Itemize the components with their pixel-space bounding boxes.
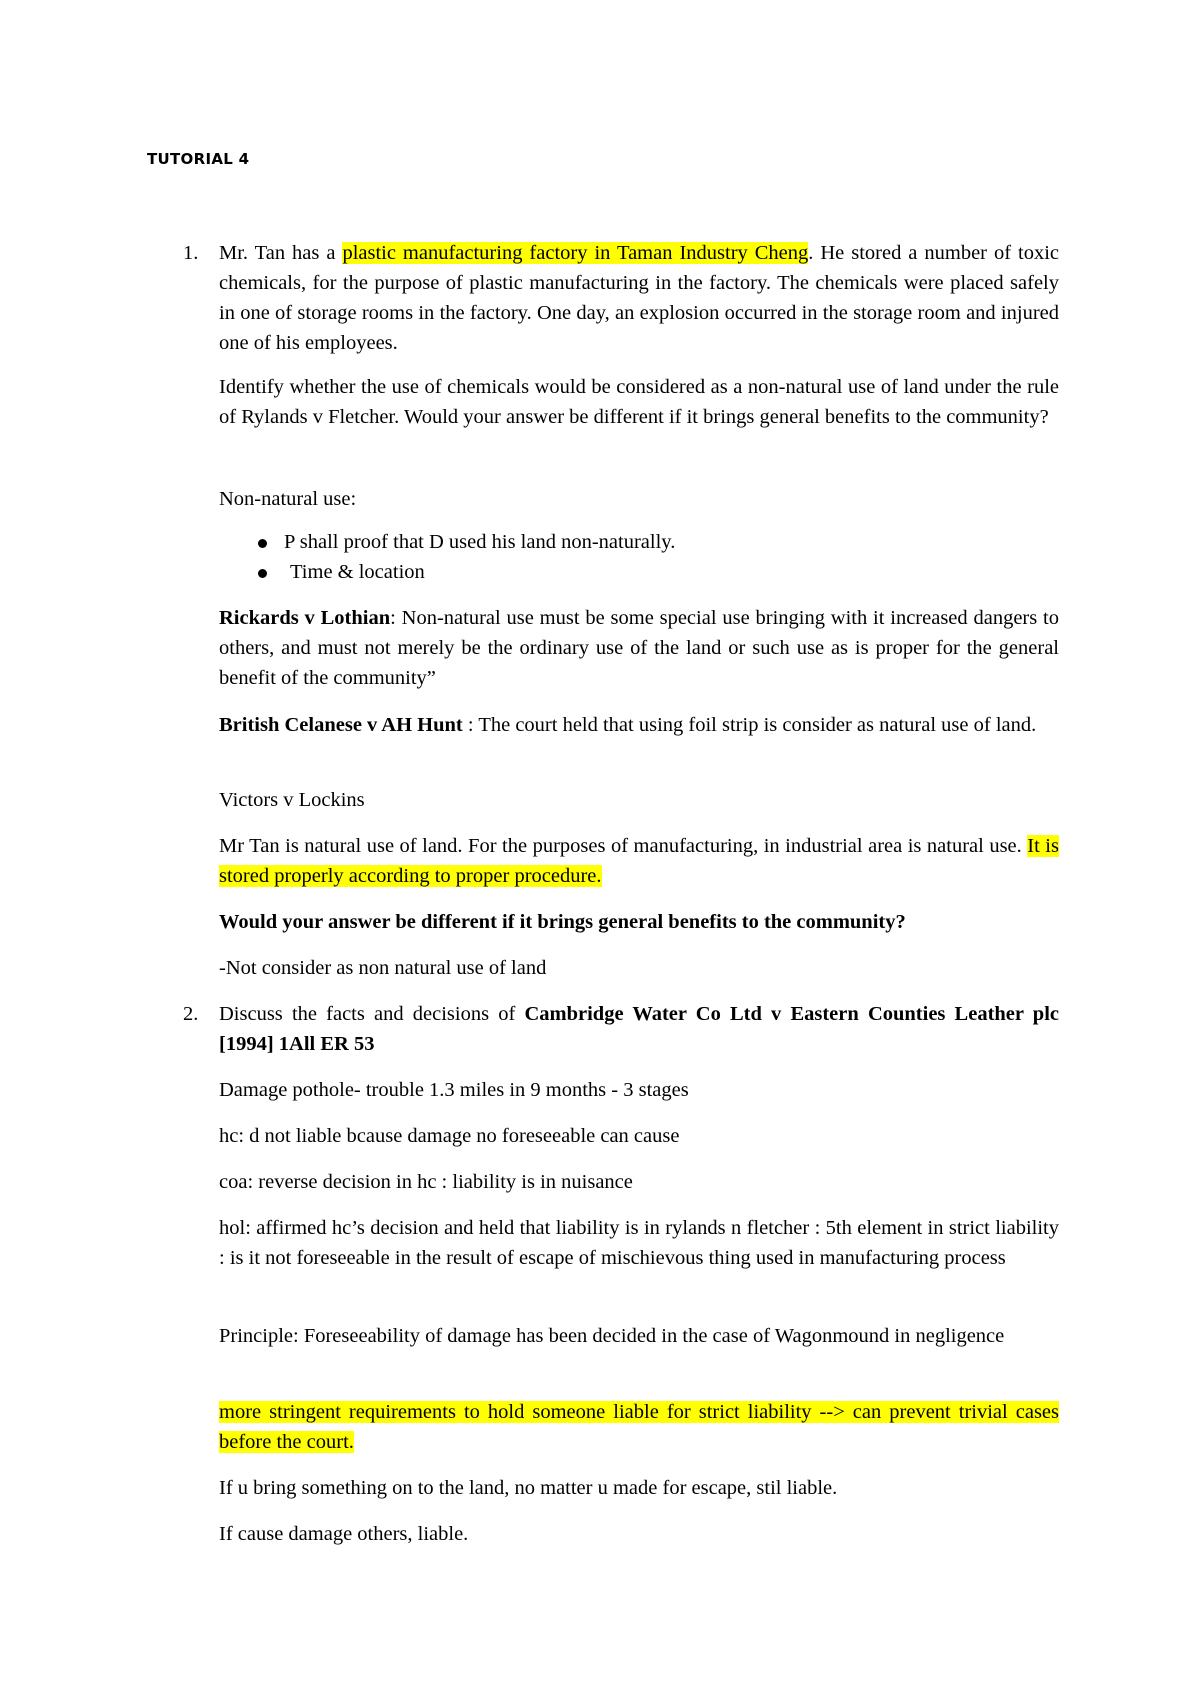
question-1-prompt: Identify whether the use of chemicals would be considered as a non-natural use of land under the rule of Rylands v Fletcher. Would your answer be different if it brings general benefits to the community? xyxy=(219,376,1059,428)
document-title: TUTORIAL 4 xyxy=(147,150,250,168)
mr-tan-paragraph xyxy=(219,831,1059,891)
hol-paragraph: hol: affirmed hc’s decision and held that liability is in rylands n fletcher : 5th element in strict liability : is it not foreseeable in the result of escape of mischievous thing used in manufacturing process xyxy=(219,1217,1059,1269)
victors-paragraph: Victors v Lockins xyxy=(219,789,365,811)
text-run: Mr. Tan has a xyxy=(219,242,343,264)
highlighted-text: more stringent requirements to hold someone liable for strict liability --> can prevent trivial cases before the court. xyxy=(219,1401,1059,1453)
text-run: : Non-natural use must be some special use bringing with it increased dangers to others, and must not merely be the ordinary use of the land or such use as is proper for the general benefit of the community” xyxy=(219,607,1059,689)
nonnatural-heading: Non-natural use: xyxy=(219,488,357,510)
case-name: British Celanese v AH Hunt xyxy=(219,714,463,736)
bring-paragraph: If u bring something on to the land, no matter u made for escape, stil liable. xyxy=(219,1477,838,1499)
british-celanese-paragraph xyxy=(219,710,1059,740)
case-name: Rickards v Lothian xyxy=(219,607,391,629)
case-name: Cambridge Water Co Ltd v Eastern Counties Leather plc [1994] 1All ER 53 xyxy=(219,1003,1059,1055)
rickards-paragraph xyxy=(219,603,1059,693)
question-number-2: 2. xyxy=(183,1003,199,1025)
damage-paragraph: Damage pothole- trouble 1.3 miles in 9 months - 3 stages xyxy=(219,1079,689,1101)
question-1-paragraph xyxy=(219,238,1059,358)
bullet-item-1: P shall proof that D used his land non-naturally. xyxy=(284,531,676,553)
stringent-paragraph xyxy=(219,1397,1059,1457)
coa-paragraph: coa: reverse decision in hc : liability is in nuisance xyxy=(219,1171,633,1193)
answer-paragraph: -Not consider as non natural use of land xyxy=(219,957,547,979)
bold-question: Would your answer be different if it brings general benefits to the community? xyxy=(219,911,906,933)
bullet-icon xyxy=(258,539,267,548)
highlighted-text: plastic manufacturing factory in Taman Industry Cheng xyxy=(342,242,809,264)
bullet-item-2: Time & location xyxy=(290,561,425,583)
cause-paragraph: If cause damage others, liable. xyxy=(219,1523,469,1545)
question-number-1: 1. xyxy=(183,242,199,264)
principle-paragraph: Principle: Foreseeability of damage has been decided in the case of Wagonmound in negligence xyxy=(219,1325,1005,1347)
text-run: Mr Tan is natural use of land. For the purposes of manufacturing, in industrial area is natural use. xyxy=(219,835,1028,857)
bullet-icon xyxy=(258,569,267,578)
text-run: . He stored a number of toxic chemicals, for the purpose of plastic manufacturing in the factory. The chemicals were placed safely in one of storage rooms in the factory. One day, an explosion occurred in the storage room and injured one of his employees. xyxy=(219,242,1059,354)
hc-paragraph: hc: d not liable bcause damage no foreseeable can cause xyxy=(219,1125,680,1147)
question-2-paragraph xyxy=(219,999,1059,1059)
text-run: Discuss the facts and decisions of xyxy=(219,1003,525,1025)
text-run: : The court held that using foil strip is consider as natural use of land. xyxy=(462,714,1037,736)
highlighted-text: It is stored properly according to proper procedure. xyxy=(219,835,1059,887)
